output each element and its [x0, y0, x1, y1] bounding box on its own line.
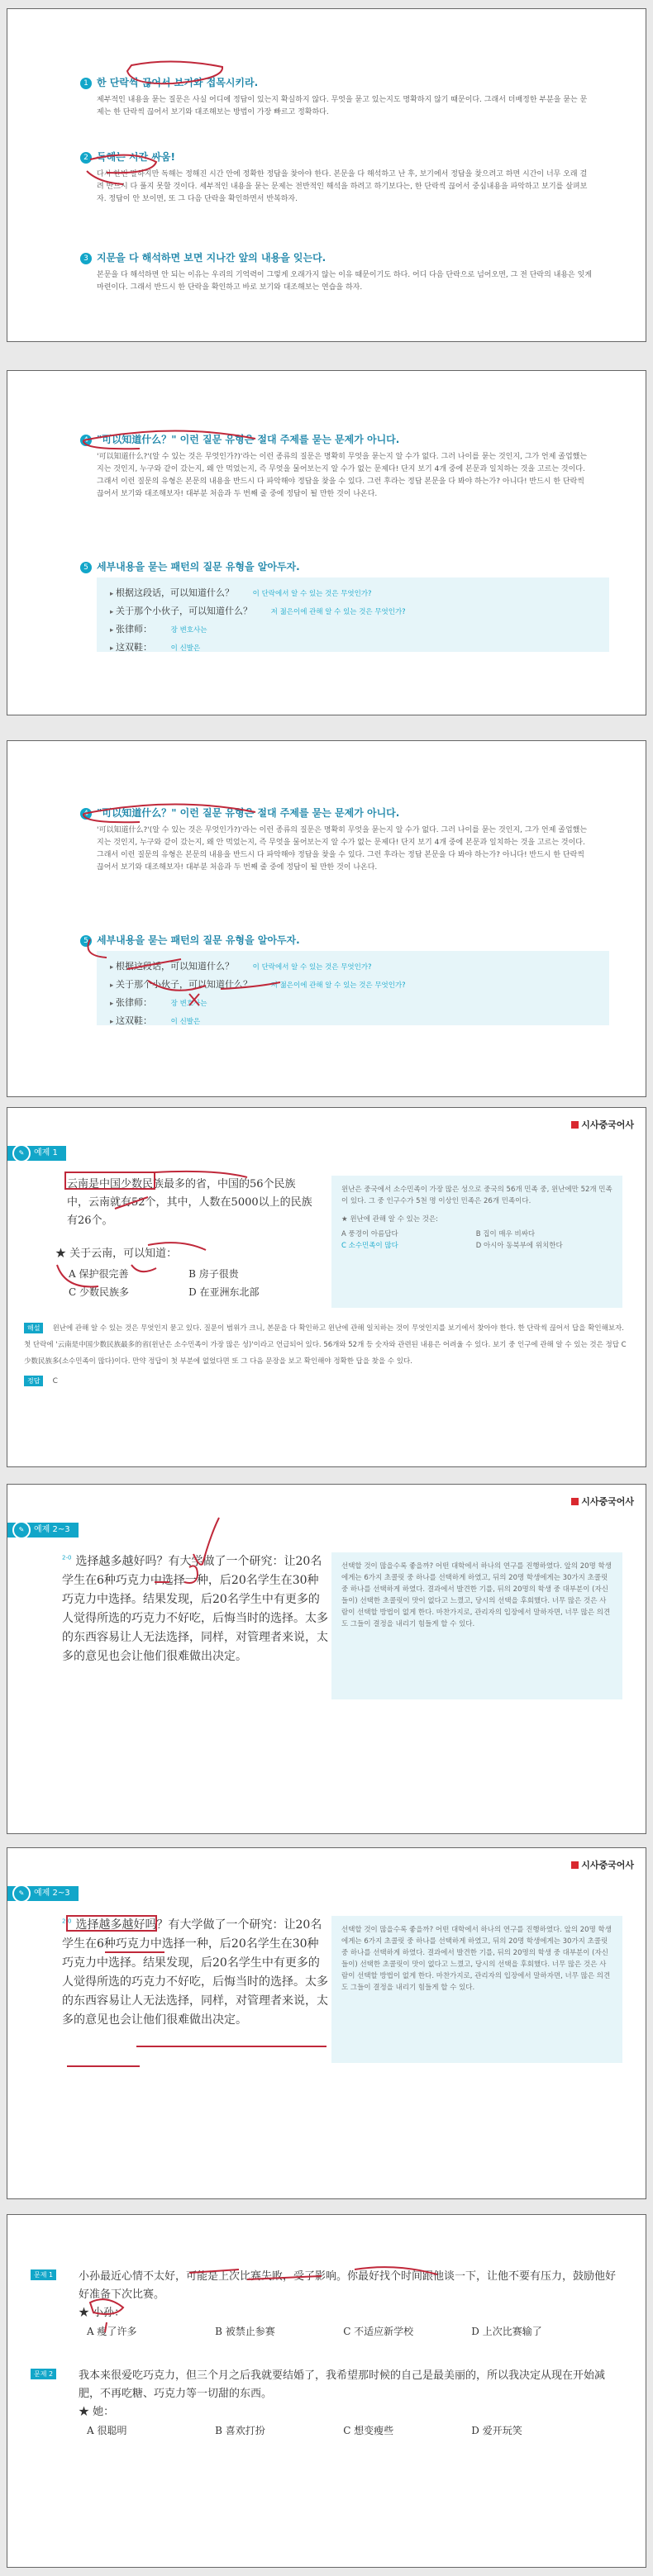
question-2-passage: 我本来很爱吃巧克力，但三个月之后我就要结婚了，我希望那时候的自己是最美丽的，所以我决定从现在开始减肥，不再吃糖、巧克力等一切甜的东西。	[79, 2369, 606, 2400]
option-d[interactable]: D 爱开玩笑	[471, 2425, 522, 2436]
translation-options: A 풍경이 아름답다 B 집이 매우 비싸다 C 소수민족이 많다 D 아시아 동북부에 위치한다	[341, 1230, 563, 1250]
answer	[24, 1371, 58, 1388]
strategy-4	[80, 430, 593, 501]
question-1	[34, 2268, 617, 2341]
answer-value: C	[52, 1377, 58, 1385]
option-b[interactable]: B 被禁止参赛	[215, 2326, 275, 2337]
pattern-row: ▸ 这双鞋： 이 신발은	[110, 1015, 201, 1026]
question-1-label: 문제 1	[31, 2269, 56, 2280]
publisher-logo: 시사중국어사	[571, 1858, 634, 1871]
option-c[interactable]: C 少数民族多	[69, 1286, 129, 1298]
example-tag: ✎ 예제 2~3	[7, 1523, 79, 1538]
example-passage: $^{2-0}$ 选择越多越好吗？有大学做了一个研究：让20名学生在6种巧克力中选择一种，后20名学生在30种巧克力中选择。结果发现，后20名学生中有更多的人觉得所选的巧克力不好吃，后悔当时的选择。太多的东西容易让人无法选择，同样，对管理者来说，太多的意见也会让他们很难做出决定。	[62, 1918, 328, 2027]
pattern-row: ▸ 这双鞋： 이 신발은	[110, 642, 201, 653]
question-1-prompt: ★ 小孙：	[79, 2307, 126, 2319]
example-tag: ✎ 예제 2~3	[7, 1886, 79, 1901]
pattern-row: ▸ 关于那个小伙子，可以知道什么？ 저 젊은이에 관해 알 수 있는 것은 무엇인가?	[110, 979, 406, 990]
slide-example-1	[7, 1107, 646, 1467]
tip-body: 다시 한번 말하지만 독해는 정해진 시간 안에 정확한 정답을 찾아야 한다. 본문을 다 해석하고 난 후, 보기에서 정답을 찾으려고 하면 시간이 너무 오래 걸려 반드시 다 풀지 못할 것이다. 세부적인 내용을 묻는 문제는 전반적인 해석을 하려고 하기보다는, 한 단락씩 끊어서 중심내용을 파악하고 보기를 살펴보자. 정답이 안 보이면, 또 그 다음 단락을 확인하면서 반복하자.	[97, 170, 588, 203]
pattern-box	[97, 577, 609, 652]
example-passage: 云南是中国少数民族最多的省，中国的56个民族中，云南就有52个，其中，人数在5000以上的民族有26个。	[67, 1178, 312, 1227]
slide-example-23-b	[7, 1847, 646, 2199]
pattern-row: ▸ 关于那个小伙子，可以知道什么？ 저 젊은이에 관해 알 수 있는 것은 무엇인가?	[110, 606, 406, 616]
example-badge-icon: ✎	[12, 1521, 31, 1539]
explanation	[24, 1318, 627, 1367]
pattern-row: ▸ 根据这段话，可以知道什么？ 이 단락에서 알 수 있는 것은 무엇인가?	[110, 961, 372, 972]
strategy-4	[80, 804, 593, 874]
explanation-label: 해설	[24, 1323, 43, 1333]
example-options	[69, 1265, 325, 1301]
question-1-passage: 小孙最近心情不太好，可能是上次比赛失败，受了影响。你最好找个时间跟他谈一下，让他不要有压力，鼓励他好好准备下次比赛。	[79, 2270, 617, 2301]
question-2-prompt: ★ 她：	[79, 2406, 115, 2418]
option-a[interactable]: A 保护很完善	[69, 1268, 129, 1280]
pattern-box	[97, 951, 609, 1025]
slide-example-23-a	[7, 1484, 646, 1834]
option-c[interactable]: C 不适应新学校	[343, 2326, 414, 2337]
slide-strategy-b	[7, 740, 646, 1097]
tip-number: 2	[80, 152, 92, 164]
option-a[interactable]: A 很聪明	[87, 2425, 127, 2436]
slide-tips	[7, 8, 646, 342]
tip-title: 지문을 다 해석하면 보면 지나간 앞의 내용을 잊는다.	[97, 252, 326, 264]
answer-label: 정답	[24, 1376, 43, 1386]
example-question: ★ 关于云南，可以知道：	[55, 1248, 178, 1260]
pattern-row: ▸ 张律师： 장 변호사는	[110, 997, 207, 1008]
question-2-label: 문제 2	[31, 2369, 56, 2379]
tip-body: 제부적인 내용을 묻는 질문은 사실 어디에 정답이 있는지 확실하지 않다. 무엇을 묻고 있는지도 명확하지 않기 때문이다. 그래서 더배정한 부분을 묻는 문제는 한 단락씩 끊어서 보기와 대조해보는 방법이 가장 빠르고 정확하다.	[97, 96, 588, 116]
translation-box	[331, 1176, 622, 1308]
tip-body: 본문을 다 해석하면 안 되는 이유는 우리의 기억력이 그렇게 오래가지 않는 이유 때문이기도 하다. 어디 다음 단락으로 넘어오면, 그 전 단락의 내용은 잊게 마련이다. 그래서 반드시 한 단락을 확인하고 바로 보기와 대조해보는 연습을 하자.	[97, 271, 592, 292]
strategy-body: '可以知道什么?'(알 수 있는 것은 무엇인가?)'라는 이런 종류의 질문은 명확히 무엇을 묻는지 알 수가 없다. 그러 나이를 묻는 것인지, 그가 언제 졸업했는지는 것인지, 누구와 같이 갔는지, 왜 안 먹었는지, 즉 무엇을 물어보는지 알 수가 없는 문제다! 단지 보기 4개 중에 본문과 일치하는 것을 고르는 것이다. 그래서 이런 질문의 유형은 본문의 내용을 반드시 다 파악해야 정답을 찾을 수 있다. 그런 후라는 정답 본문을 다 봐야 하는가? 아니다! 반드시 한 단락씩 끊어서 보기와 대조해보자! 대부분 처음과 두 번째 줄 중에 정답이 될 만한 것이 나온다.	[97, 453, 588, 498]
slide-questions	[7, 2214, 646, 2568]
example-tag: ✎ 예제 1	[7, 1146, 66, 1161]
translation-question: ★ 윈난에 관해 알 수 있는 것은:	[341, 1215, 439, 1224]
option-b[interactable]: B 房子很贵	[188, 1268, 239, 1280]
strategy-number: 5	[80, 935, 92, 947]
option-c[interactable]: C 想变瘦些	[343, 2425, 394, 2436]
tip-title: 독해는 시간 싸움!	[97, 151, 175, 163]
publisher-logo: 시사중국어사	[571, 1118, 634, 1131]
explanation-text: 윈난에 관해 알 수 있는 것은 무엇인지 묻고 있다. 질문이 범위가 크니, 본문을 다 확인하고 윈난에 관해 일치하는 것이 무엇인지를 보기에서 찾아야 한다. 한 단락씩 끊어서 답을 확인해보자. 첫 단락에 '云南是中国少数民族最多的省(윈난은 소수민족이 가장 많은 성)'이라고 언급되어 있다. 56개와 52개 등 숫자와 관련된 내용은 어려울 수 있다. 보기 중 인구에 관해 알 수 있는 것은 정답 C 少数民族多(소수민족이 많다)이다. 만약 정답이 첫 부분에 없었다면 또 그 다음 문장을 보고 확인해야 정확한 답을 찾을 수 있다.	[24, 1324, 627, 1366]
question-2-options	[87, 2422, 616, 2440]
pattern-row: ▸ 根据这段话，可以知道什么？ 이 단락에서 알 수 있는 것은 무엇인가?	[110, 587, 372, 598]
option-a[interactable]: A 瘦了许多	[87, 2326, 137, 2337]
translation-box: 선택할 것이 많을수록 좋을까? 어떤 대학에서 하나의 연구를 진행하였다. 앞의 20명 학생에게는 6가지 초콜릿 중 하나를 선택하게 하였고, 뒤의 20명 학생에게는 30가지 초콜릿 중 하나를 선택하게 하였다. 결과에서 발견한 기를, 뒤의 20명의 학생 중 대부분이 (자신들이) 선택한 초콜릿이 맛이 없다고 느꼈고, 당시의 선택을 후회했다. 너무 많은 것은 사람이 선택할 방법이 없게 한다. 마찬가지로, 관리자의 입장에서 말하자면, 너무 많은 의견도 그들이 결정을 내리기 힘들게 할 수 있다.	[331, 1916, 622, 2063]
strategy-5	[80, 931, 593, 947]
translation-box: 선택할 것이 많을수록 좋을까? 어떤 대학에서 하나의 연구를 진행하였다. 앞의 20명 학생에게는 6가지 초콜릿 중 하나를 선택하게 하였고, 뒤의 20명 학생에게는 30가지 초콜릿 중 하나를 선택하게 하였다. 결과에서 발견한 기를, 뒤의 20명의 학생 중 대부분이 (자신들이) 선택한 초콜릿이 맛이 없다고 느꼈고, 당시의 선택을 후회했다. 너무 많은 것은 사람이 선택할 방법이 없게 한다. 마찬가지로, 관리자의 입장에서 말하자면, 너무 많은 의견도 그들이 결정을 내리기 힘들게 할 수 있다.	[331, 1552, 622, 1699]
strategy-title: 세부내용을 묻는 패턴의 질문 유형을 알아두자.	[97, 561, 300, 573]
strategy-title: "可以知道什么？" 이런 질문 유형은 절대 주제를 묻는 문제가 아니다.	[97, 434, 400, 445]
tip-2	[80, 148, 593, 206]
strategy-number: 4	[80, 435, 92, 446]
option-d[interactable]: D 在亚洲东北部	[188, 1286, 260, 1298]
example-passage: $^{2-0}$ 选择越多越好吗？有大学做了一个研究：让20名学生在6种巧克力中选择一种，后20名学生在30种巧克力中选择。结果发现，后20名学生中有更多的人觉得所选的巧克力不好吃，后悔当时的选择。太多的东西容易让人无法选择，同样，对管理者来说，太多的意见也会让他们很难做出决定。	[62, 1554, 328, 1663]
strategy-title: "可以知道什么？" 이런 질문 유형은 절대 주제를 묻는 문제가 아니다.	[97, 807, 400, 819]
strategy-5	[80, 558, 593, 573]
strategy-body: '可以知道什么?'(알 수 있는 것은 무엇인가?)'라는 이런 종류의 질문은 명확히 무엇을 묻는지 알 수가 없다. 그러 나이를 묻는 것인지, 그가 언제 졸업했는지는 것인지, 누구와 같이 갔는지, 왜 안 먹었는지, 즉 무엇을 물어보는지 알 수가 없는 문제다! 단지 보기 4개 중에 본문과 일치하는 것을 고르는 것이다. 그래서 이런 질문의 유형은 본문의 내용을 반드시 다 파악해야 정답을 찾을 수 있다. 그런 후라는 정답 본문을 다 봐야 하는가? 아니다! 반드시 한 단락씩 끊어서 보기와 대조해보자! 대부분 처음과 두 번째 줄 중에 정답이 될 만한 것이 나온다.	[97, 826, 588, 872]
tip-1	[80, 74, 593, 119]
publisher-logo: 시사중국어사	[571, 1495, 634, 1508]
option-b[interactable]: B 喜欢打扮	[215, 2425, 265, 2436]
option-d[interactable]: D 上次比赛输了	[471, 2326, 542, 2337]
strategy-title: 세부내용을 묻는 패턴의 질문 유형을 알아두자.	[97, 934, 300, 946]
tip-number: 3	[80, 253, 92, 264]
question-1-options	[87, 2322, 616, 2341]
question-2	[34, 2367, 616, 2440]
tip-number: 1	[80, 78, 92, 89]
handwriting-annotation	[7, 741, 646, 1097]
handwriting-annotation	[7, 371, 646, 715]
pattern-row: ▸ 张律师： 장 변호사는	[110, 624, 207, 634]
strategy-number: 4	[80, 808, 92, 820]
tip-3	[80, 249, 593, 294]
translation-passage: 윈난은 중국에서 소수민족이 가장 많은 성으로 중국의 56개 민족 중, 윈난에만 52개 민족이 있다. 그 중 인구수가 5천 명 이상인 민족은 26개 민족이다.	[341, 1186, 612, 1205]
strategy-number: 5	[80, 562, 92, 573]
example-badge-icon: ✎	[12, 1144, 31, 1162]
tip-title: 한 단락씩 끊어서 보기와 접목시키라.	[97, 77, 259, 88]
slide-strategy-a	[7, 370, 646, 715]
example-badge-icon: ✎	[12, 1884, 31, 1903]
